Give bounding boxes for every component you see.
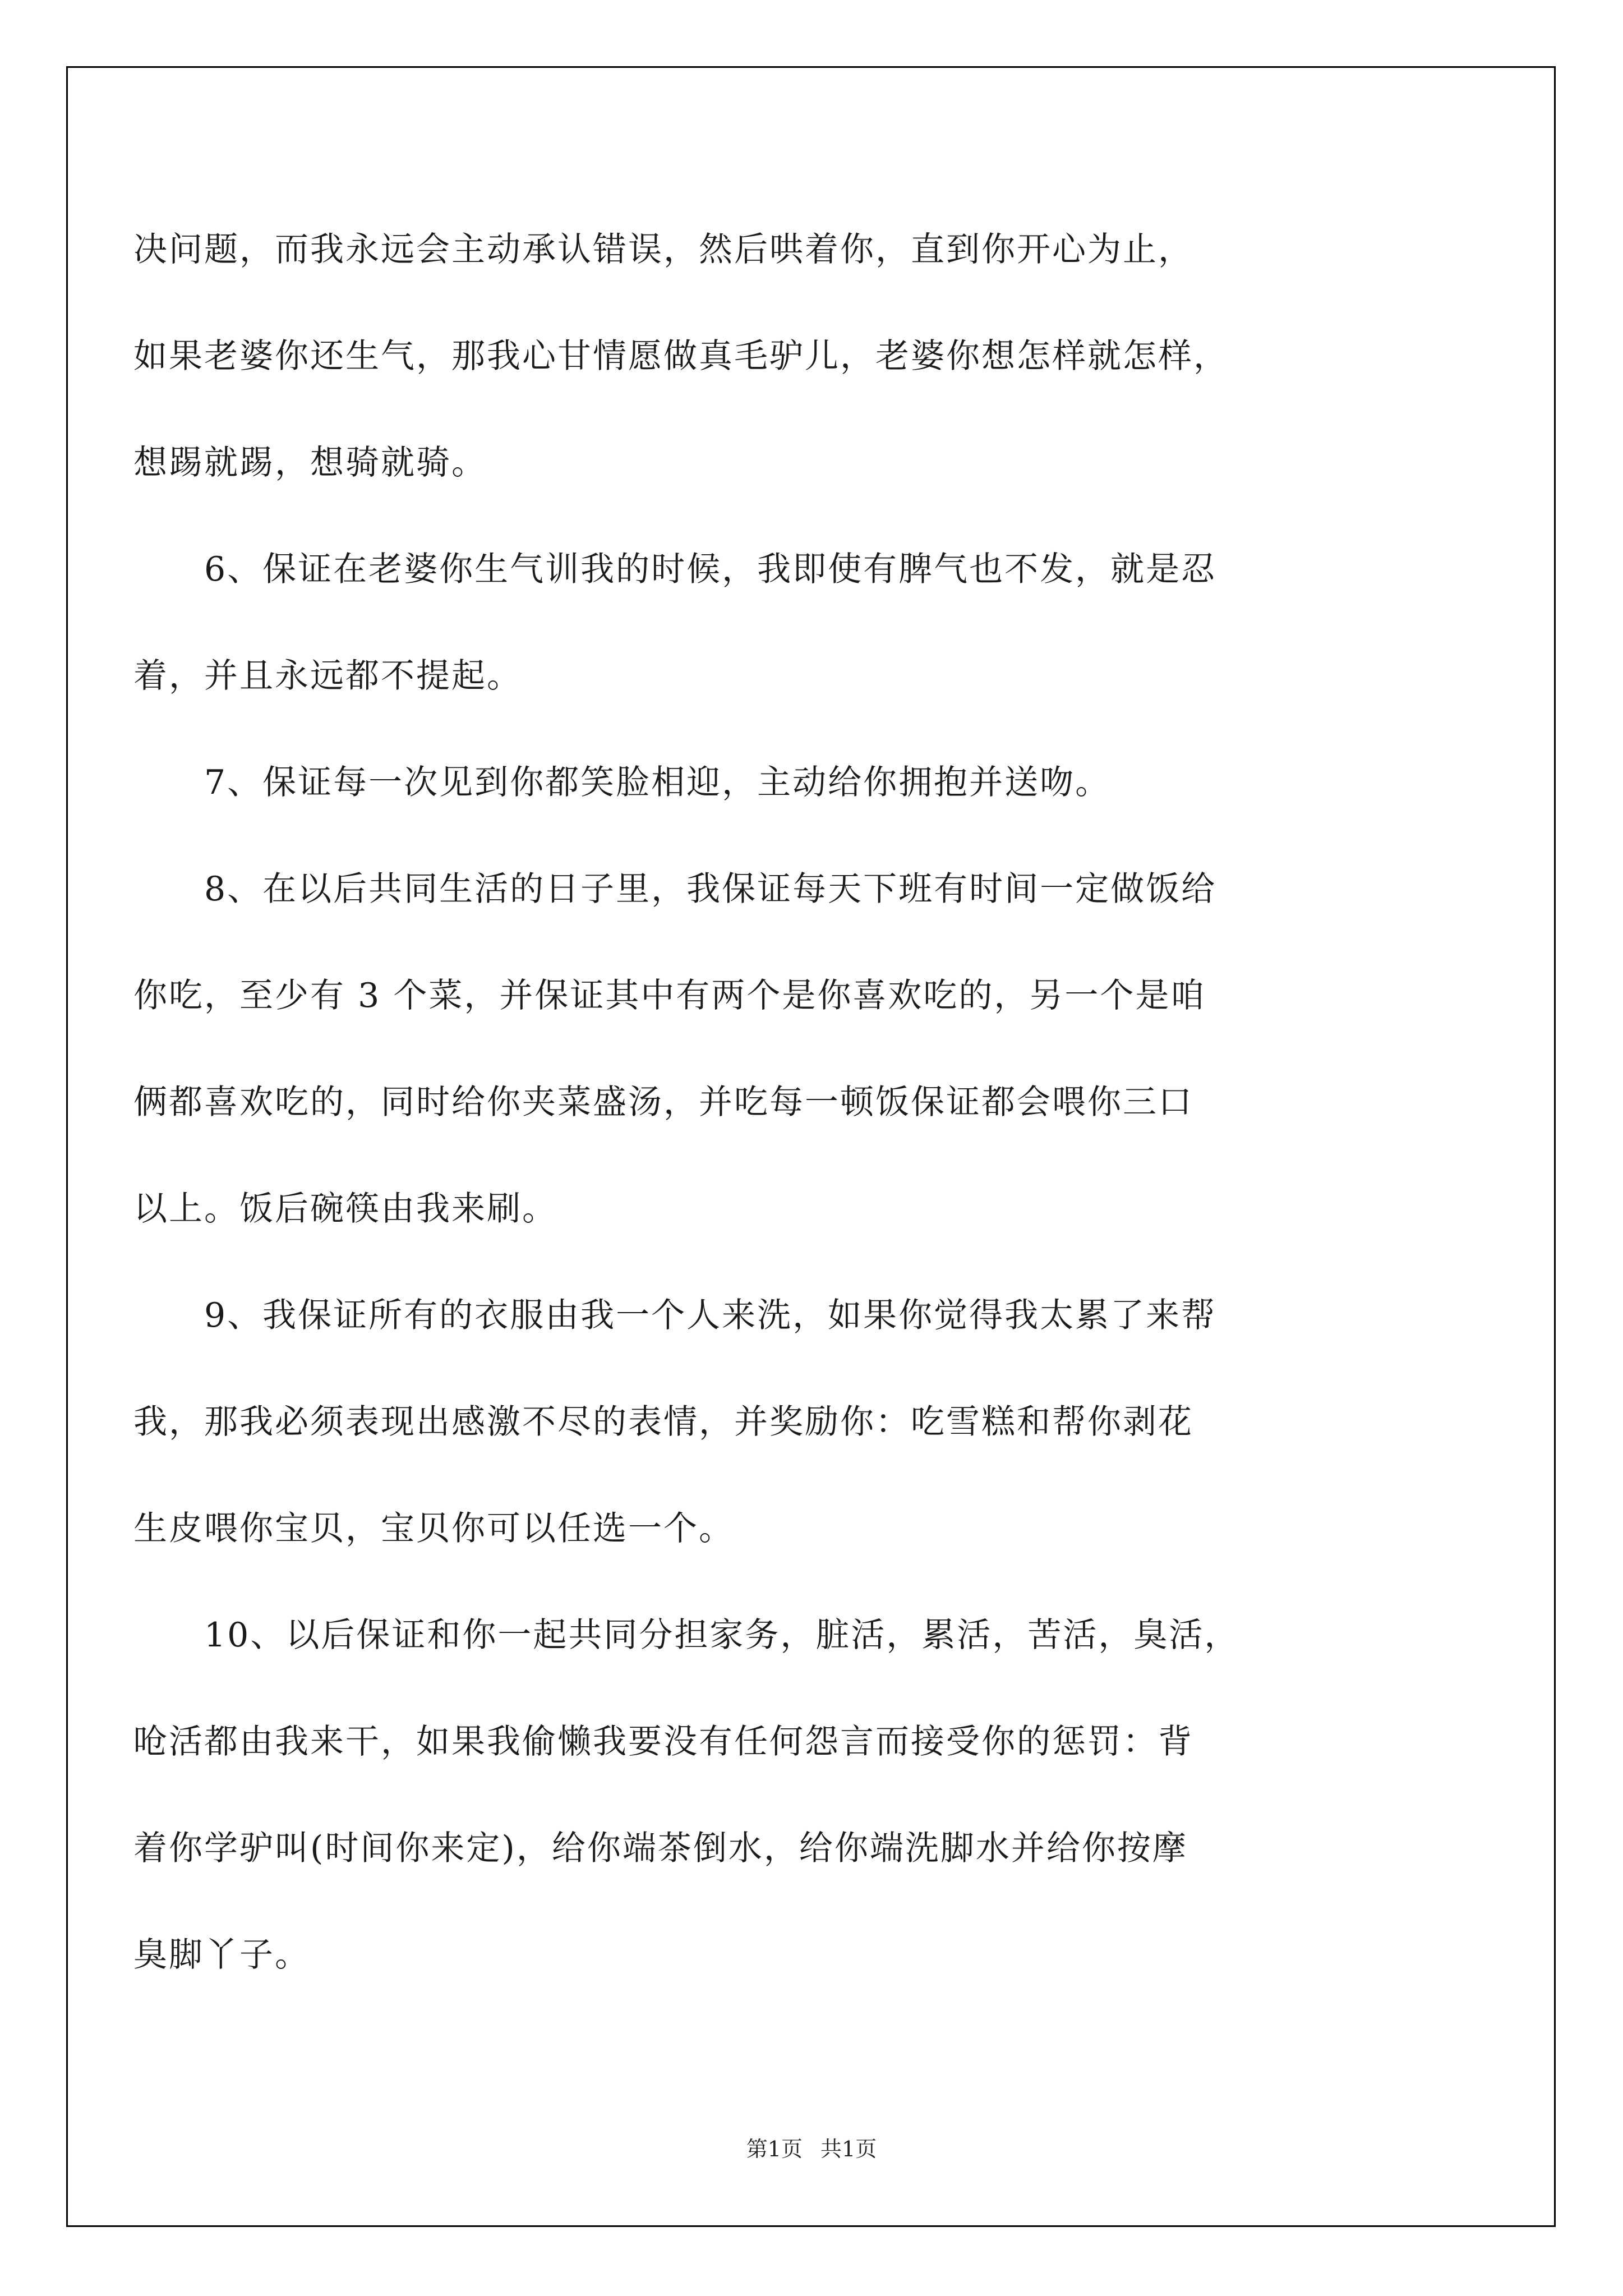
text-line: 6、保证在老婆你生气训我的时候，我即使有脾气也不发，就是忍 — [133, 550, 1217, 589]
text-line: 我，那我必须表现出感激不尽的表情，并奖励你：吃雪糕和帮你剥花 — [133, 1402, 1193, 1442]
text-line: 8、在以后共同生活的日子里，我保证每天下班有时间一定做饭给 — [133, 869, 1217, 909]
text-line: 10、以后保证和你一起共同分担家务，脏活，累活，苦活，臭活， — [133, 1616, 1240, 1655]
page-number-total: 共1页 — [820, 2137, 877, 2161]
text-line: 如果老婆你还生气，那我心甘情愿做真毛驴儿，老婆你想怎样就怎样， — [133, 337, 1229, 376]
page-border — [66, 66, 1556, 2227]
text-line: 俩都喜欢吃的，同时给你夹菜盛汤，并吃每一顿饭保证都会喂你三口 — [133, 1083, 1193, 1122]
text-line: 呛活都由我来干，如果我偷懒我要没有任何怨言而接受你的惩罚：背 — [133, 1722, 1193, 1761]
text-line: 着你学驴叫(时间你来定)，给你端茶倒水，给你端洗脚水并给你按摩 — [133, 1829, 1188, 1868]
text-line: 决问题，而我永远会主动承认错误，然后哄着你，直到你开心为止， — [133, 230, 1193, 269]
text-line: 你吃，至少有 3 个菜，并保证其中有两个是你喜欢吃的，另一个是咱 — [133, 976, 1206, 1015]
text-line: 着，并且永远都不提起。 — [133, 656, 522, 696]
text-line: 生皮喂你宝贝，宝贝你可以任选一个。 — [133, 1509, 734, 1548]
text-line: 以上。饭后碗筷由我来刷。 — [133, 1189, 557, 1228]
text-line: 想踢就踢，想骑就骑。 — [133, 443, 487, 482]
text-line: 臭脚丫子。 — [133, 1935, 310, 1975]
page-number-current: 第1页 — [746, 2137, 803, 2161]
text-line: 9、我保证所有的衣服由我一个人来洗，如果你觉得我太累了来帮 — [133, 1296, 1217, 1335]
text-line: 7、保证每一次见到你都笑脸相迎，主动给你拥抱并送吻。 — [133, 763, 1111, 802]
page-footer — [0, 2132, 1623, 2162]
